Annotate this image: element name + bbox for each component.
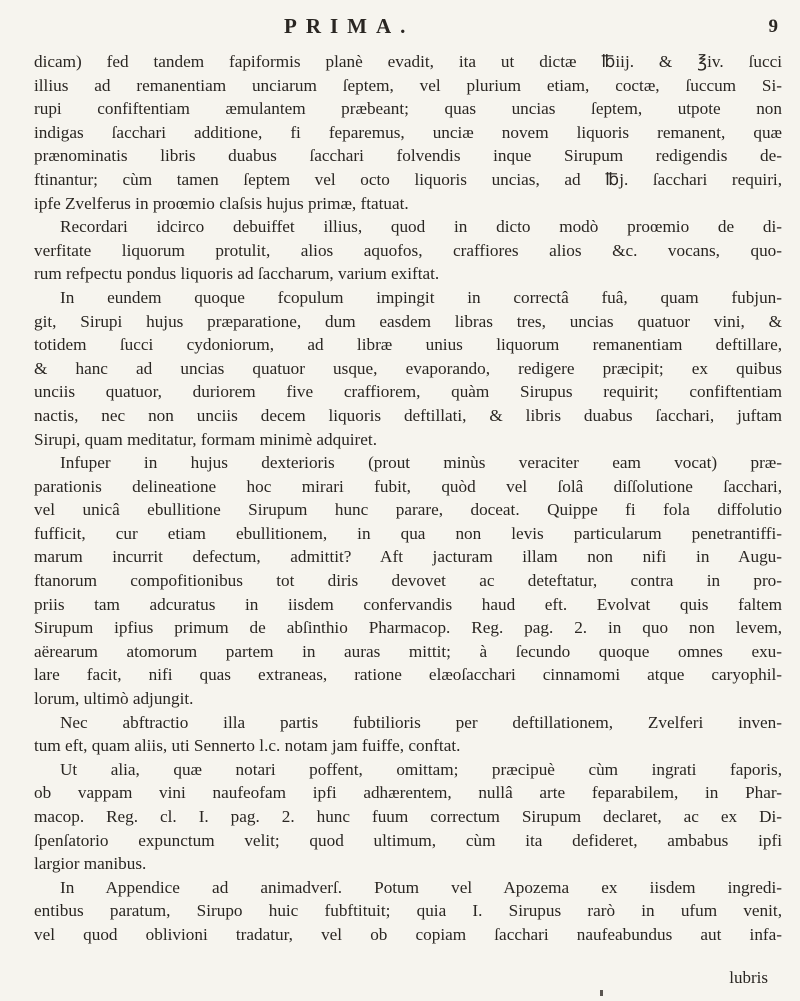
body-text xyxy=(34,50,782,947)
text-line: Sirupum ipfius primum de abſinthio Pharmacop. Reg. pag. 2. in quo non levem, xyxy=(34,618,782,638)
text-line: ſpenſatorio expunctum velit; quod ultimum, cùm ita defideret, ambabus ipfi xyxy=(34,830,782,850)
text-line: aërearum atomorum partem in auras mittit; à ſecundo quoque omnes exu- xyxy=(34,641,782,661)
text-line: Nec abftractio illa partis fubtilioris per deftillationem, Zvelferi inven- xyxy=(60,712,782,732)
running-head xyxy=(0,14,800,44)
ink-speck xyxy=(600,990,603,996)
text-line: ftanorum compofitionibus tot diris devovet ac deteftatur, contra in pro- xyxy=(34,571,782,591)
text-line: ipfe Zvelferus in proœmio claſsis hujus primæ, ftatuat. xyxy=(34,193,409,213)
text-line: ftinantur; cùm tamen ſeptem vel octo liquoris uncias, ad ℔j. ſacchari requiri, xyxy=(34,169,782,189)
page-number: 9 xyxy=(768,16,778,37)
text-line: priis tam adcuratus in iisdem confervandis haud eft. Evolvat quis faltem xyxy=(34,594,782,614)
text-line: verfitate liquorum protulit, alios aquofos, craffiores alios &c. vocans, quo- xyxy=(34,240,782,260)
text-line: nactis, nec non unciis decem liquoris deftillati, & libris duabus ſacchari, juftam xyxy=(34,405,782,425)
text-line: illius ad remanentiam unciarum ſeptem, vel plurium etiam, coctæ, ſuccum Si- xyxy=(34,75,782,95)
text-line: lare facit, nifi quas extraneas, ratione elæoſacchari cinnamomi atque caryophil- xyxy=(34,665,782,685)
catchword: lubris xyxy=(729,968,768,987)
text-line: prænominatis libris duabus ſacchari folvendis inque Sirupum redigendis de- xyxy=(34,146,782,166)
text-line: largior manibus. xyxy=(34,854,147,874)
text-line: totidem ſucci cydoniorum, ad libræ unius liquorum remanentiam deftillare, xyxy=(34,335,782,355)
text-line: macop. Reg. cl. I. pag. 2. hunc fuum correctum Sirupum declaret, ac ex Di- xyxy=(34,807,782,826)
text-line: tum eft, quam aliis, uti Sennerto l.c. notam jam fuiffe, conftat. xyxy=(34,736,461,756)
text-line: ob vappam vini naufeofam ipfi adhærentem, nullâ arte feparabilem, in Phar- xyxy=(34,783,782,803)
text-line: entibus paratum, Sirupo huic fubftituit; quia I. Sirupus rarò in ufum venit, xyxy=(34,901,782,921)
text-line: Ut alia, quæ notari poffent, omittam; præcipuè cùm ingrati faporis, xyxy=(60,759,782,779)
text-line: vel unicâ ebullitione Sirupum hunc parare, doceat. Quippe fi fola diffolutio xyxy=(34,500,782,520)
text-line: Sirupi, quam meditatur, formam minimè adquiret. xyxy=(34,429,377,449)
text-line: lorum, ultimò adjungit. xyxy=(34,689,194,709)
text-line: fufficit, cur etiam ebullitionem, in qua non levis particularum penetrantiffi- xyxy=(34,523,782,543)
text-line: rum refpectu pondus liquoris ad ſaccharum, varium exiftat. xyxy=(34,264,440,284)
text-line: Recordari idcirco debuiffet illius, quod in dicto modò proœmio de di- xyxy=(60,217,782,237)
text-line: In eundem quoque fcopulum impingit in correctâ fuâ, quam fubjun- xyxy=(60,287,782,307)
text-line: marum incurrit defectum, admittit? Aft jacturam illam non nifi in Augu- xyxy=(34,547,782,567)
text-line: Infuper in hujus dexterioris (prout minùs veraciter eam vocat) præ- xyxy=(60,453,782,473)
text-line: & hanc ad uncias quatuor usque, evaporando, redigere præcipit; ex quibus xyxy=(34,358,782,378)
text-line: git, Sirupi hujus præparatione, dum easdem libras tres, uncias quatuor vini, & xyxy=(34,311,782,331)
text-line: rupi confiftentiam æmulantem præbeant; quas uncias ſeptem, utpote non xyxy=(34,99,782,119)
text-line: parationis delineatione hoc mirari fubit, quòd vel ſolâ diſſolutione ſacchari, xyxy=(34,476,782,496)
text-line: In Appendice ad animadverſ. Potum vel Apozema ex iisdem ingredi- xyxy=(60,877,782,897)
text-line: vel quod oblivioni tradatur, vel ob copiam ſacchari naufeabundus aut infa- xyxy=(34,924,782,944)
running-title: PRIMA. xyxy=(284,14,415,38)
text-line: dicam) fed tandem fapiformis planè evadit, ita ut dictæ ℔iij. & ℥iv. ſucci xyxy=(34,52,782,71)
text-line: indigas ſacchari additione, fi feparemus, unciæ novem liquoris remanent, quæ xyxy=(34,122,782,142)
text-line: unciis quatuor, duriorem five craffiorem, quàm Sirupus requirit; confiftentiam xyxy=(34,382,782,402)
